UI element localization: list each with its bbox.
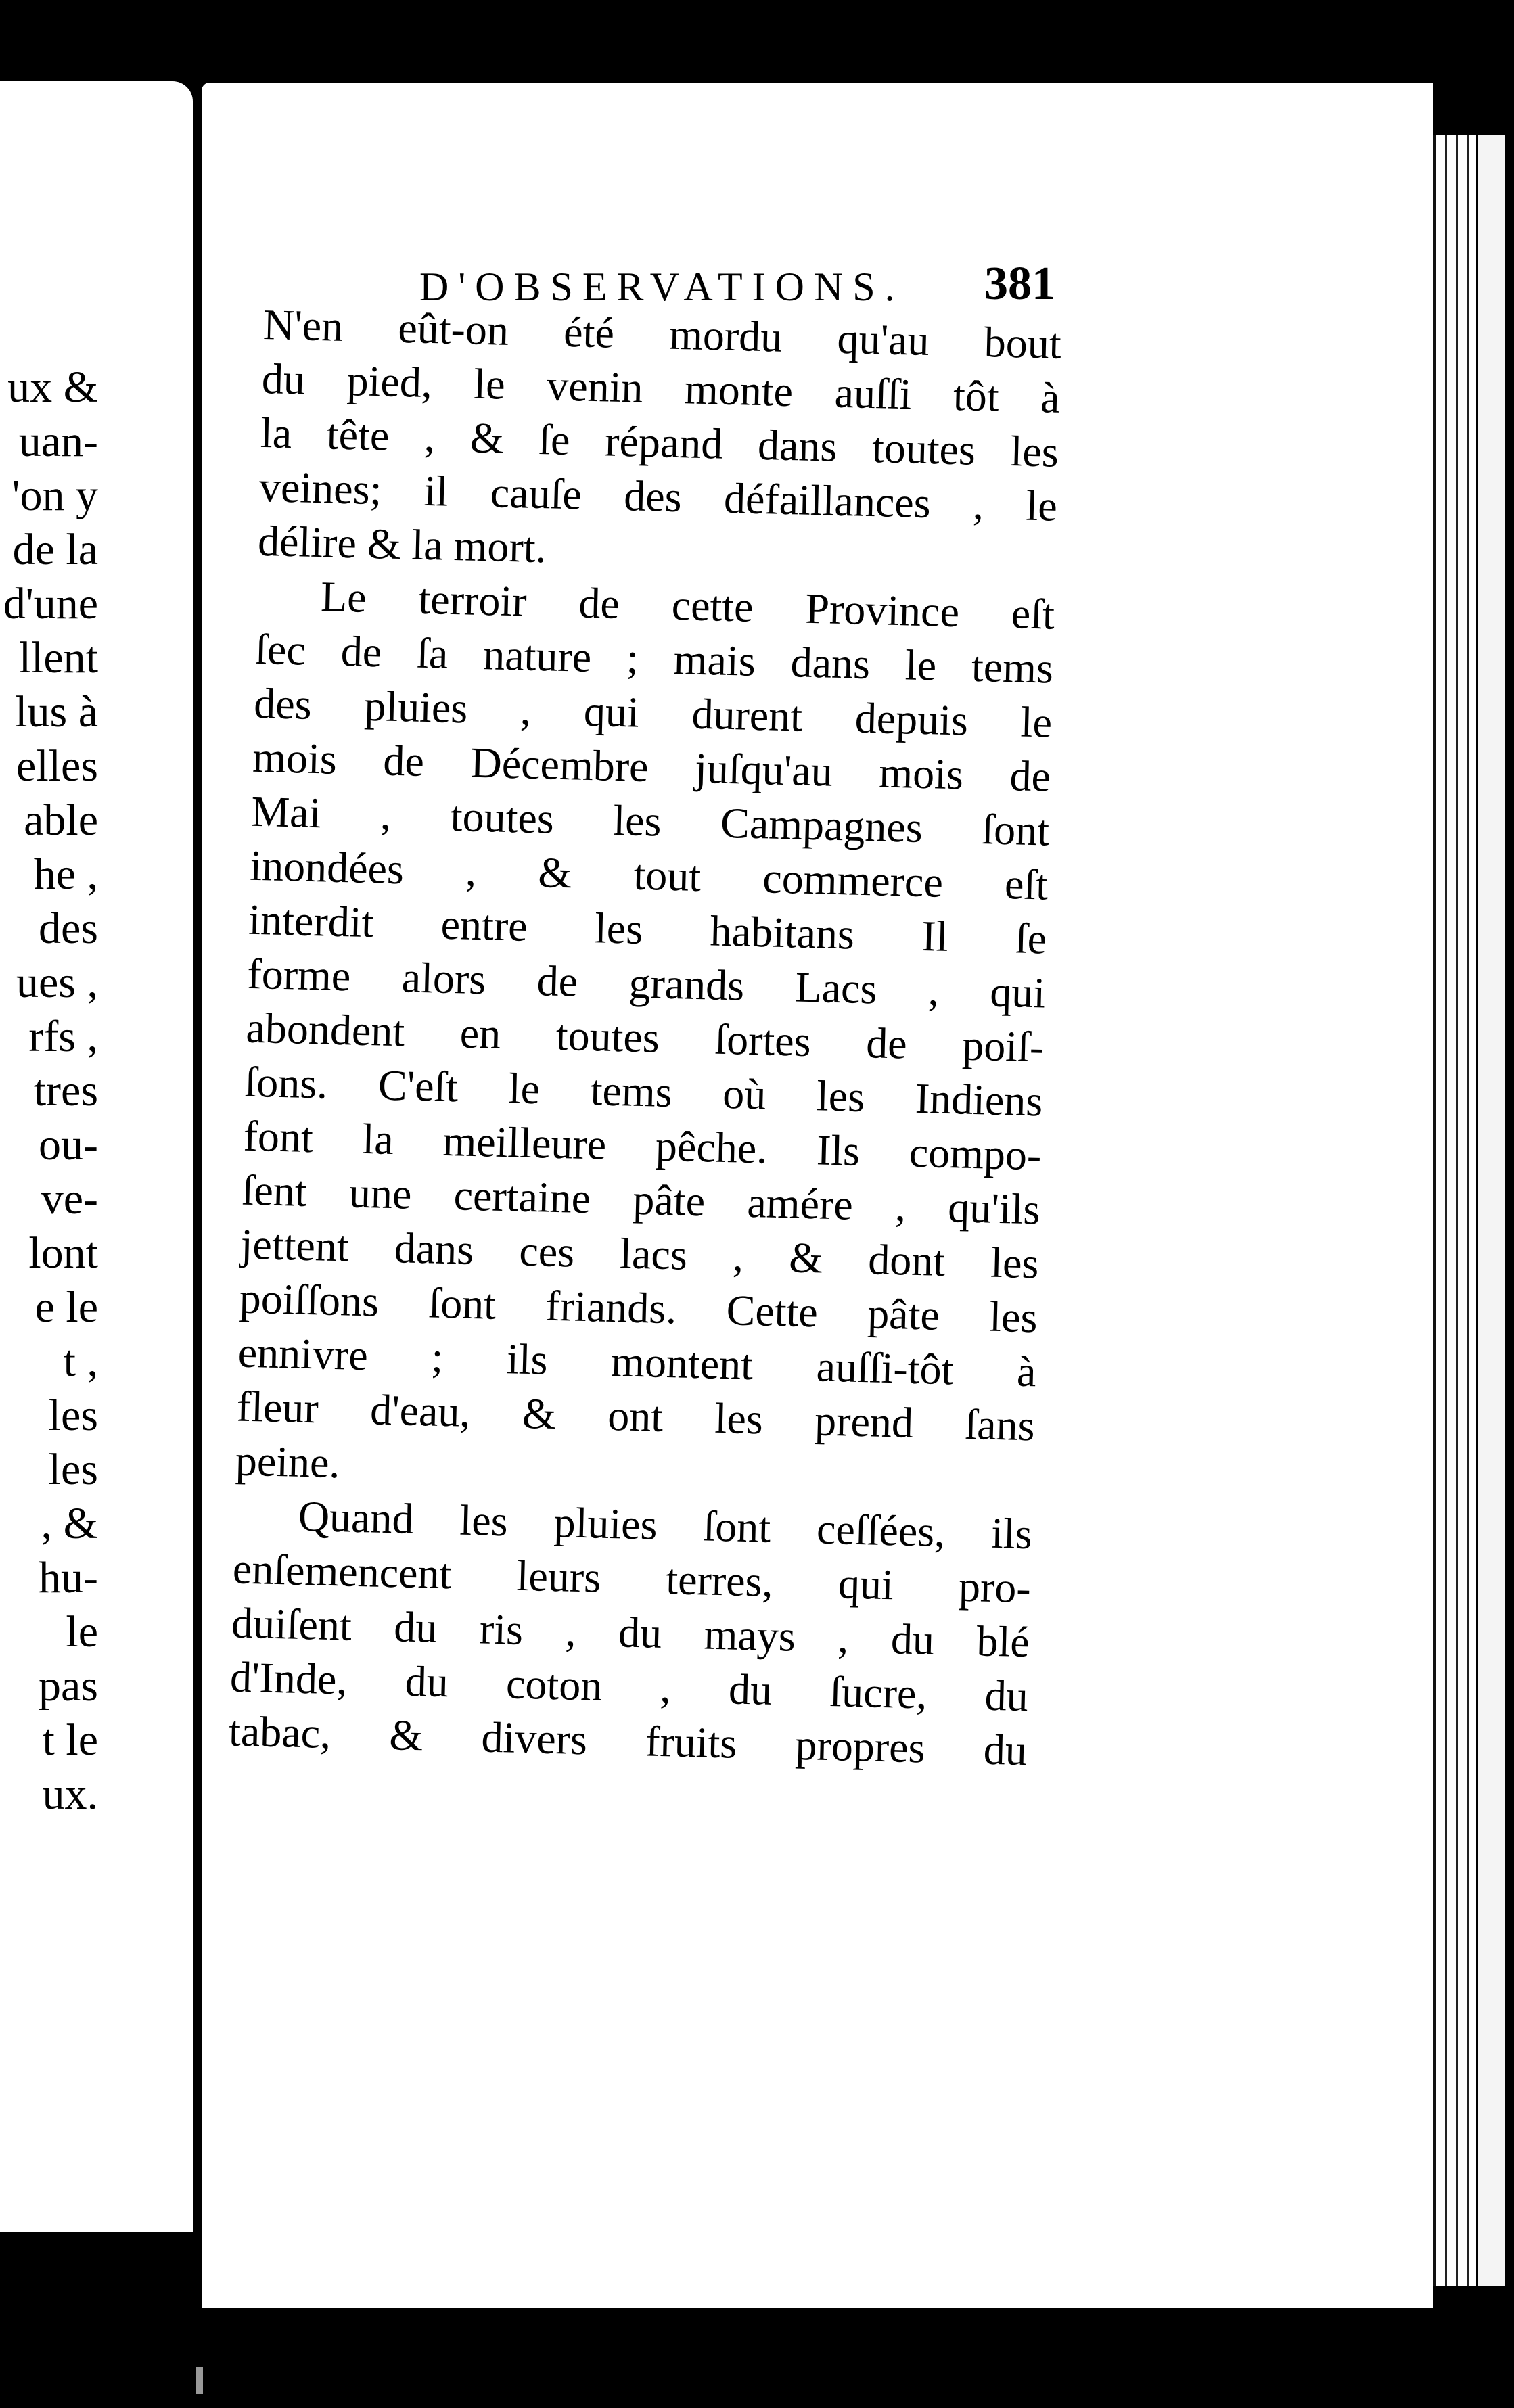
- text-line: jettent dans ces lacs , & dont les: [239, 1220, 1040, 1288]
- text-line: ſons. C'eſt le tems où les Indiens: [244, 1057, 1044, 1126]
- left-page-fragment: e le: [35, 1282, 98, 1332]
- left-page-fragment: rfs ,: [28, 1012, 98, 1061]
- text-line: N'en eût-on été mordu qu'au bout: [262, 300, 1062, 368]
- text-line: la tête , & ſe répand dans toutes les: [260, 408, 1059, 476]
- left-page-fragment: 'on y: [12, 471, 98, 520]
- text-line: délire & la mort.: [257, 516, 547, 572]
- text-line: d'Inde, du coton , du ſucre, du: [229, 1652, 1029, 1721]
- text-line: forme alors de grands Lacs , qui: [246, 949, 1047, 1017]
- left-page-fragment: able: [24, 795, 98, 845]
- left-page-fragment: pas: [39, 1661, 98, 1711]
- text-line: abondent en toutes ſortes de poiſ-: [245, 1003, 1045, 1071]
- left-page-fragment: t ,: [63, 1337, 98, 1386]
- text-line: Le terroir de cette Province eſt: [320, 572, 1055, 639]
- left-page-fragment: ve-: [41, 1174, 98, 1224]
- text-line: duiſent du ris , du mays , du blé: [231, 1598, 1030, 1667]
- page-edge-stack: [1433, 135, 1476, 2286]
- left-page-fragment: lus à: [15, 687, 98, 737]
- left-page-fragment: llent: [18, 633, 98, 682]
- left-page-fragment: le: [66, 1607, 98, 1657]
- text-line: Quand les pluies ſont ceſſées, ils: [298, 1491, 1033, 1558]
- left-page-fragment: ux &: [7, 363, 98, 412]
- text-line: enſemencent leurs terres, qui pro-: [232, 1544, 1032, 1613]
- left-page-fragment: d'une: [3, 579, 98, 628]
- text-line: poiſſons ſont friands. Cette pâte les: [238, 1274, 1038, 1342]
- left-page-fragment: , &: [41, 1499, 98, 1548]
- left-page-fragment: hu-: [39, 1553, 98, 1602]
- back-page-edge: [1476, 135, 1505, 2286]
- text-line: ſec de ſa nature ; mais dans le tems: [254, 624, 1054, 693]
- text-line: interdit entre les habitans Il ſe: [248, 895, 1048, 963]
- left-page-fragment: ou-: [39, 1120, 98, 1170]
- text-line: inondées , & tout commerce eſt: [249, 841, 1049, 909]
- left-page-fragment: de la: [12, 525, 98, 574]
- text-line: ennivre ; ils montent auſſi-tôt à: [237, 1328, 1037, 1396]
- running-title: D'OBSERVATIONS.: [419, 264, 904, 309]
- text-line: veines; il cauſe des défaillances , le: [258, 462, 1058, 530]
- left-facing-page: [0, 81, 193, 2232]
- page-number: 381: [984, 258, 1055, 310]
- text-line: peine.: [235, 1436, 341, 1487]
- left-page-fragment: elles: [16, 741, 98, 791]
- left-page-fragment: t le: [42, 1715, 98, 1765]
- left-page-fragment: les: [48, 1391, 98, 1440]
- text-line: ſent une certaine pâte amére , qu'ils: [241, 1165, 1041, 1234]
- text-line: des pluies , qui durent depuis le: [253, 678, 1053, 747]
- scan-artifact: [196, 2367, 203, 2394]
- text-line: font la meilleure pêche. Ils compo-: [242, 1111, 1042, 1180]
- text-line: tabac, & divers fruits propres du: [228, 1707, 1028, 1775]
- left-page-fragment: les: [48, 1445, 98, 1494]
- left-page-fragment: lont: [28, 1228, 98, 1278]
- left-page-fragment: des: [39, 904, 98, 953]
- text-line: Mai , toutes les Campagnes ſont: [250, 787, 1050, 855]
- text-line: mois de Décembre juſqu'au mois de: [252, 733, 1051, 801]
- left-page-fragment: ux.: [42, 1769, 98, 1819]
- body-text: [228, 298, 1061, 1778]
- text-line: du pied, le venin monte auſſi tôt à: [261, 354, 1061, 422]
- left-page-fragment: he ,: [33, 850, 98, 899]
- left-page-fragment: uan-: [18, 417, 98, 466]
- left-page-fragment: ues ,: [16, 958, 98, 1007]
- left-page-fragment: tres: [33, 1066, 98, 1115]
- text-line: fleur d'eau, & ont les prend ſans: [236, 1382, 1036, 1450]
